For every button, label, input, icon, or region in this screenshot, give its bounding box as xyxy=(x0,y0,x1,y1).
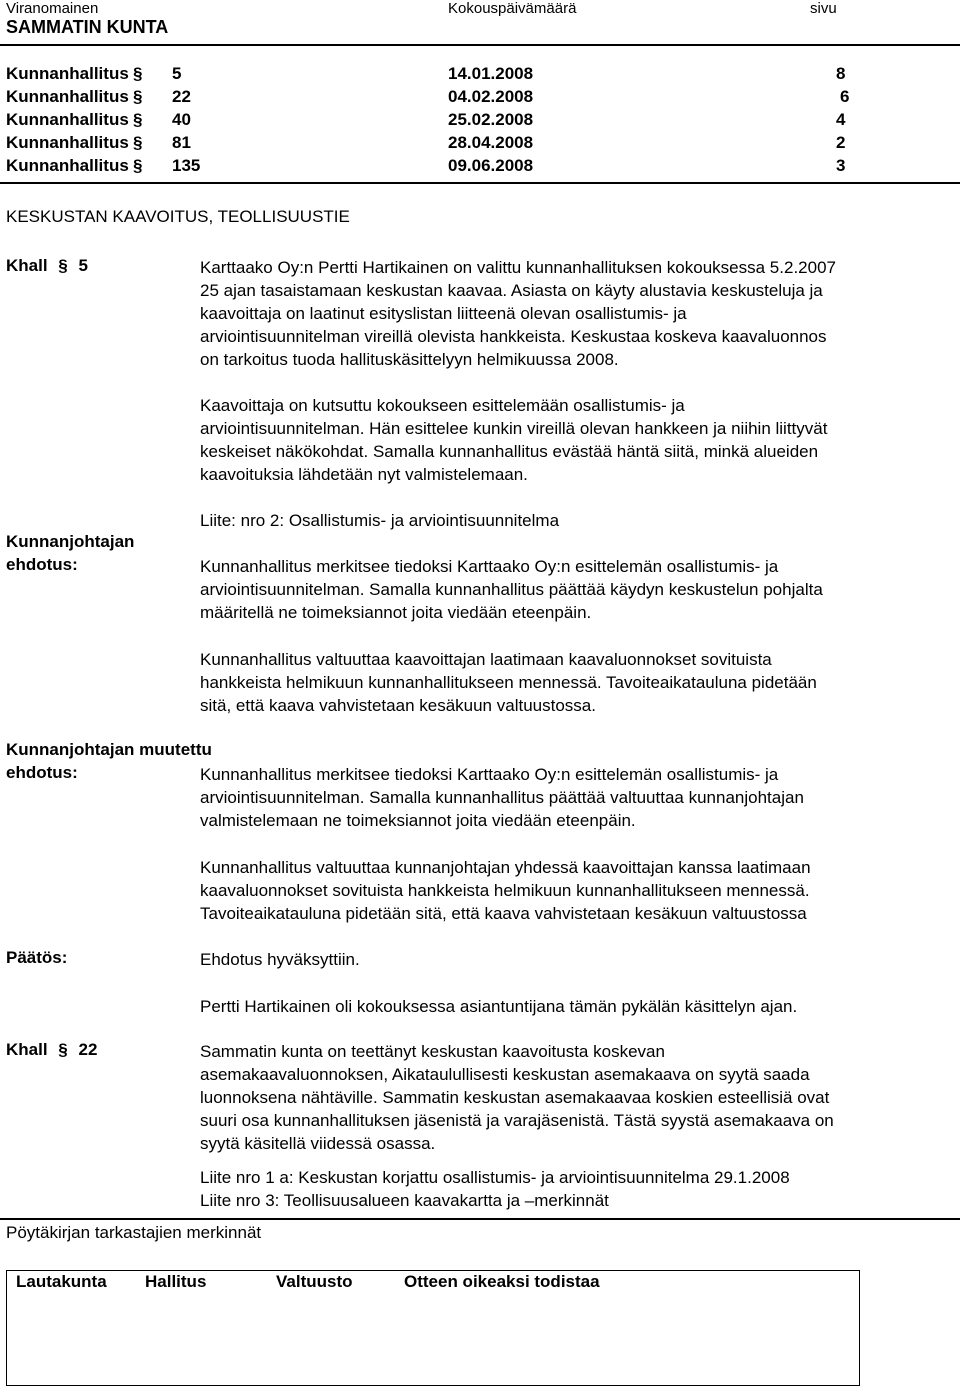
modified-proposal-label-1: Kunnanjohtajan muutettu xyxy=(6,740,212,759)
decision-text xyxy=(200,948,960,971)
reference-row xyxy=(6,87,866,110)
organization-name: SAMMATIN KUNTA xyxy=(6,17,169,37)
reference-number: 40 xyxy=(172,110,191,129)
footer-rule xyxy=(0,1218,960,1220)
reference-body: Kunnanhallitus xyxy=(6,156,129,175)
reference-page: 4 xyxy=(836,110,846,129)
text-line: Kunnanhallitus merkitsee tiedoksi Karttaako Oy:n esittelemän osallistumis- ja xyxy=(200,557,779,576)
header-page-label: sivu xyxy=(810,0,837,17)
text-line: arviointisuunnitelman. Hän esittelee kunkin vireillä olevan hankkeen ja niihin liittyvät xyxy=(200,419,828,438)
reference-row xyxy=(6,133,866,156)
khall22-label xyxy=(6,1040,97,1060)
khall5-paragraph-2 xyxy=(200,394,960,486)
khall5-label-text: Khall xyxy=(6,256,48,275)
reference-body: Kunnanhallitus xyxy=(6,133,129,152)
text-line: Kunnanhallitus merkitsee tiedoksi Karttaako Oy:n esittelemän osallistumis- ja xyxy=(200,765,779,784)
section-sign: § xyxy=(58,256,68,275)
header-authority-label: Viranomainen xyxy=(6,0,99,17)
attachment-line: Liite nro 3: Teollisuusalueen kaavakartta ja –merkinnät xyxy=(200,1191,609,1210)
proposal-label-1: Kunnanjohtajan xyxy=(6,532,135,551)
text-line: asemakaavaluonnoksen, Aikataulullisesti keskustan asemakaava on syytä saada xyxy=(200,1065,810,1084)
section-sign: § xyxy=(133,110,143,129)
khall22-number: 22 xyxy=(78,1040,98,1059)
reference-page: 3 xyxy=(836,156,846,175)
text-line: 25 ajan tasaistamaan keskustan kaavaa. Asiasta on käyty alustavia keskusteluja ja xyxy=(200,281,823,300)
text-line: Tavoiteaikatauluna pidetään sitä, että kaava vahvistetaan kesäkuun valtuustossa xyxy=(200,904,807,923)
khall22-label-text: Khall xyxy=(6,1040,48,1059)
section-title: KESKUSTAN KAAVOITUS, TEOLLISUUSTIE xyxy=(6,207,350,226)
attachment-line: Liite: nro 2: Osallistumis- ja arviointisuunnitelma xyxy=(200,511,560,530)
khall5-paragraph-1 xyxy=(200,256,960,371)
reference-date: 28.04.2008 xyxy=(448,133,534,152)
reference-date: 09.06.2008 xyxy=(448,156,534,175)
reference-row xyxy=(6,156,866,179)
section-sign: § xyxy=(133,87,143,106)
text-line: kaavoituksia lähdetään nyt valmistelemaan. xyxy=(200,465,528,484)
signature-box xyxy=(6,1270,860,1386)
section-sign: § xyxy=(133,133,143,152)
reference-number: 22 xyxy=(172,87,191,106)
reference-page: 6 xyxy=(840,87,850,106)
khall22-attachments xyxy=(200,1166,960,1212)
references-rule xyxy=(0,182,960,184)
reference-row xyxy=(6,110,866,133)
section-sign: § xyxy=(133,64,143,83)
reference-page: 8 xyxy=(836,64,846,83)
text-line: valmistelemaan ne toimeksiannot joita viedään eteenpäin. xyxy=(200,811,636,830)
proposal-label-2: ehdotus: xyxy=(6,555,78,574)
reference-row xyxy=(6,64,866,87)
text-line: Karttaako Oy:n Pertti Hartikainen on valittu kunnanhallituksen kokouksessa 5.2.2007 xyxy=(200,258,836,277)
text-line: arviointisuunnitelman vireillä olevista hankkeista. Keskustaa koskeva kaavaluonnos xyxy=(200,327,827,346)
proposal-paragraph-1 xyxy=(200,555,960,624)
proposal-paragraph-2 xyxy=(200,648,960,717)
reference-date: 04.02.2008 xyxy=(448,87,534,106)
text-line: syytä käsitellä viidessä osassa. xyxy=(200,1134,436,1153)
text-line: kaavoittaja on laatinut esityslistan liitteenä olevan osallistumis- ja xyxy=(200,304,687,323)
box-label-council: Valtuusto xyxy=(276,1272,353,1291)
modified-paragraph-1 xyxy=(200,763,960,832)
decision-label: Päätös: xyxy=(6,948,68,967)
reference-date: 25.02.2008 xyxy=(448,110,534,129)
text-line: kaavaluonnokset sovituista hankkeista helmikuun kunnanhallitukseen mennessä. xyxy=(200,881,810,900)
text-line: arviointisuunnitelman. Samalla kunnanhallitus päättää valtuuttaa kunnanjohtajan xyxy=(200,788,804,807)
reference-page: 2 xyxy=(836,133,846,152)
reference-date: 14.01.2008 xyxy=(448,64,534,83)
text-line: Ehdotus hyväksyttiin. xyxy=(200,950,360,969)
attachment-line: Liite nro 1 a: Keskustan korjattu osallistumis- ja arviointisuunnitelma 29.1.2008 xyxy=(200,1168,790,1187)
header-date-label: Kokouspäivämäärä xyxy=(448,0,577,17)
modified-paragraph-2 xyxy=(200,856,960,925)
text-line: arviointisuunnitelman. Samalla kunnanhallitus päättää käydyn keskustelun pohjalta xyxy=(200,580,823,599)
header-rule xyxy=(0,44,960,46)
text-line: on tarkoitus tuoda hallituskäsittelyyn helmikuussa 2008. xyxy=(200,350,619,369)
text-line: Kunnanhallitus valtuuttaa kaavoittajan laatimaan kaavaluonnokset sovituista xyxy=(200,650,772,669)
text-line: suuri osa kunnanhallituksen jäsenistä ja varajäsenistä. Tästä syystä asemakaava on xyxy=(200,1111,834,1130)
box-label-certified: Otteen oikeaksi todistaa xyxy=(404,1272,600,1291)
footer-label: Pöytäkirjan tarkastajien merkinnät xyxy=(6,1223,262,1242)
khall22-paragraph-1 xyxy=(200,1040,960,1155)
reference-body: Kunnanhallitus xyxy=(6,64,129,83)
text-line: Kaavoittaja on kutsuttu kokoukseen esittelemään osallistumis- ja xyxy=(200,396,685,415)
khall5-number: 5 xyxy=(78,256,88,275)
text-line: luonnoksena nähtäville. Sammatin keskustan asemakaavaa koskien esteellisiä ovat xyxy=(200,1088,830,1107)
section-sign: § xyxy=(133,156,143,175)
reference-body: Kunnanhallitus xyxy=(6,110,129,129)
box-label-committee: Lautakunta xyxy=(16,1272,107,1291)
box-label-board: Hallitus xyxy=(145,1272,207,1291)
text-line: Pertti Hartikainen oli kokouksessa asiantuntijana tämän pykälän käsittelyn ajan. xyxy=(200,997,798,1016)
text-line: hankkeista helmikuun kunnanhallitukseen mennessä. Tavoiteaikatauluna pidetään xyxy=(200,673,817,692)
section-sign: § xyxy=(58,1040,68,1059)
reference-body: Kunnanhallitus xyxy=(6,87,129,106)
text-line: Sammatin kunta on teettänyt keskustan kaavoitusta koskevan xyxy=(200,1042,665,1061)
modified-proposal-label-2: ehdotus: xyxy=(6,763,78,782)
text-line: keskeiset näkökohdat. Samalla kunnanhallitus evästää häntä siitä, minkä alueiden xyxy=(200,442,819,461)
reference-number: 5 xyxy=(172,64,182,83)
reference-number: 135 xyxy=(172,156,201,175)
khall5-label xyxy=(6,256,88,276)
reference-number: 81 xyxy=(172,133,191,152)
text-line: määritellä ne toimeksiannot joita viedään eteenpäin. xyxy=(200,603,592,622)
text-line: Kunnanhallitus valtuuttaa kunnanjohtajan yhdessä kaavoittajan kanssa laatimaan xyxy=(200,858,811,877)
decision-note xyxy=(200,995,960,1018)
text-line: sitä, että kaava vahvistetaan kesäkuun valtuustossa. xyxy=(200,696,596,715)
khall5-attachment xyxy=(200,509,960,532)
